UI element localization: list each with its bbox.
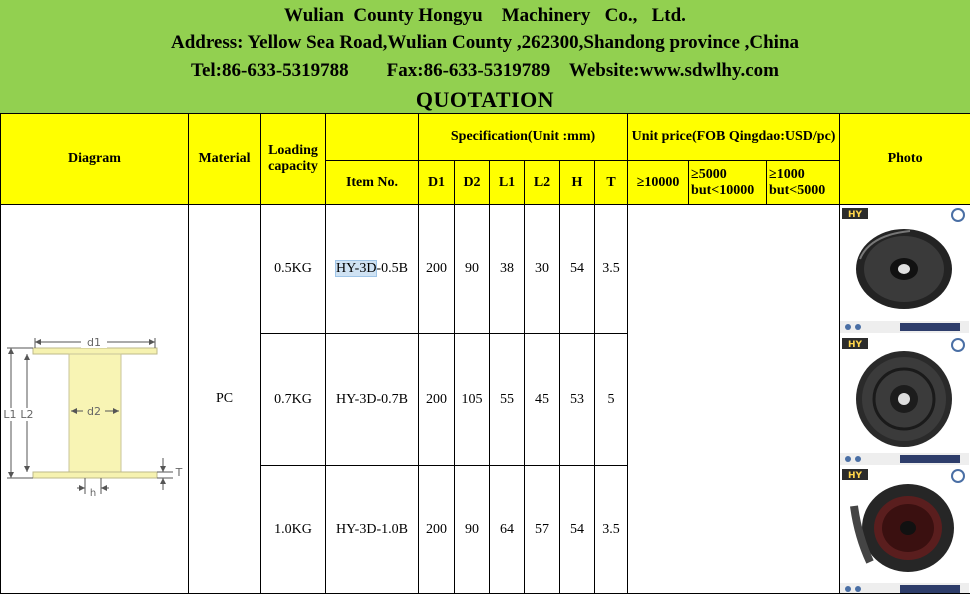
col-price-tier3: ≥1000 but<5000 [767, 161, 840, 205]
header-row-1 [1, 114, 970, 161]
col-specification: Specification(Unit :mm) [419, 114, 628, 161]
col-material: Material [189, 114, 261, 205]
item-no-cell: HY-3D-0.7B [326, 334, 419, 466]
d1-cell: 200 [419, 205, 455, 334]
col-price-tier1: ≥10000 [628, 161, 689, 205]
product-photo-3 [840, 466, 969, 594]
col-t: T [595, 161, 628, 205]
loading-cell: 0.7KG [261, 334, 326, 466]
photo-logo: HY [848, 210, 863, 220]
l1-cell: 38 [490, 205, 525, 334]
diagram-label-t: T [175, 466, 183, 479]
loading-cell: 1.0KG [261, 466, 326, 594]
l2-cell: 57 [525, 466, 560, 594]
col-loading: Loading capacity [261, 114, 326, 205]
selected-text[interactable]: HY-3D [336, 261, 376, 276]
spool-diagram [1, 205, 189, 594]
d1-cell: 200 [419, 466, 455, 594]
h-cell: 54 [560, 205, 595, 334]
price-cells-empty [628, 205, 840, 594]
diagram-label-l1: L1 [3, 408, 16, 421]
col-d1: D1 [419, 161, 455, 205]
photo-logo: HY [848, 471, 863, 481]
diagram-label-l2: L2 [20, 408, 33, 421]
l2-cell: 45 [525, 334, 560, 466]
loading-cell: 0.5KG [261, 205, 326, 334]
product-photo-1 [840, 205, 969, 333]
blank-header-cell [326, 114, 419, 161]
spool-dimension-drawing [1, 336, 189, 522]
t-cell: 5 [595, 334, 628, 466]
col-photo: Photo [840, 114, 970, 205]
item-no-cell: HY-3D-0.5B [326, 205, 419, 334]
quotation-table [0, 113, 970, 594]
company-address: Address: Yellow Sea Road,Wulian County ,262300,Shandong province ,China [0, 32, 970, 54]
company-name: Wulian County Hongyu Machinery Co., Ltd. [0, 5, 970, 27]
d2-cell: 105 [455, 334, 490, 466]
table-row [1, 205, 970, 334]
company-header [0, 0, 970, 113]
d2-cell: 90 [455, 466, 490, 594]
col-diagram: Diagram [1, 114, 189, 205]
l2-cell: 30 [525, 205, 560, 334]
d2-cell: 90 [455, 205, 490, 334]
col-h: H [560, 161, 595, 205]
document-title: QUOTATION [0, 87, 970, 113]
product-photo-2 [840, 335, 969, 465]
photo-column [840, 205, 970, 594]
t-cell: 3.5 [595, 466, 628, 594]
col-unit-price: Unit price(FOB Qingdao:USD/pc) [628, 114, 840, 161]
col-l2: L2 [525, 161, 560, 205]
col-l1: L1 [490, 161, 525, 205]
photo-logo: HY [848, 340, 863, 350]
col-d2: D2 [455, 161, 490, 205]
company-contact: Tel:86-633-5319788 Fax:86-633-5319789 Website:www.sdwlhy.com [0, 60, 970, 82]
t-cell: 3.5 [595, 205, 628, 334]
d1-cell: 200 [419, 334, 455, 466]
l1-cell: 55 [490, 334, 525, 466]
diagram-label-h: h [90, 488, 96, 499]
diagram-label-d2: d2 [87, 405, 101, 418]
diagram-label-d1: d1 [87, 336, 101, 349]
l1-cell: 64 [490, 466, 525, 594]
h-cell: 53 [560, 334, 595, 466]
material-cell: PC [189, 205, 261, 594]
col-price-tier2: ≥5000 but<10000 [689, 161, 767, 205]
col-item-no: Item No. [326, 161, 419, 205]
item-no-cell: HY-3D-1.0B [326, 466, 419, 594]
h-cell: 54 [560, 466, 595, 594]
